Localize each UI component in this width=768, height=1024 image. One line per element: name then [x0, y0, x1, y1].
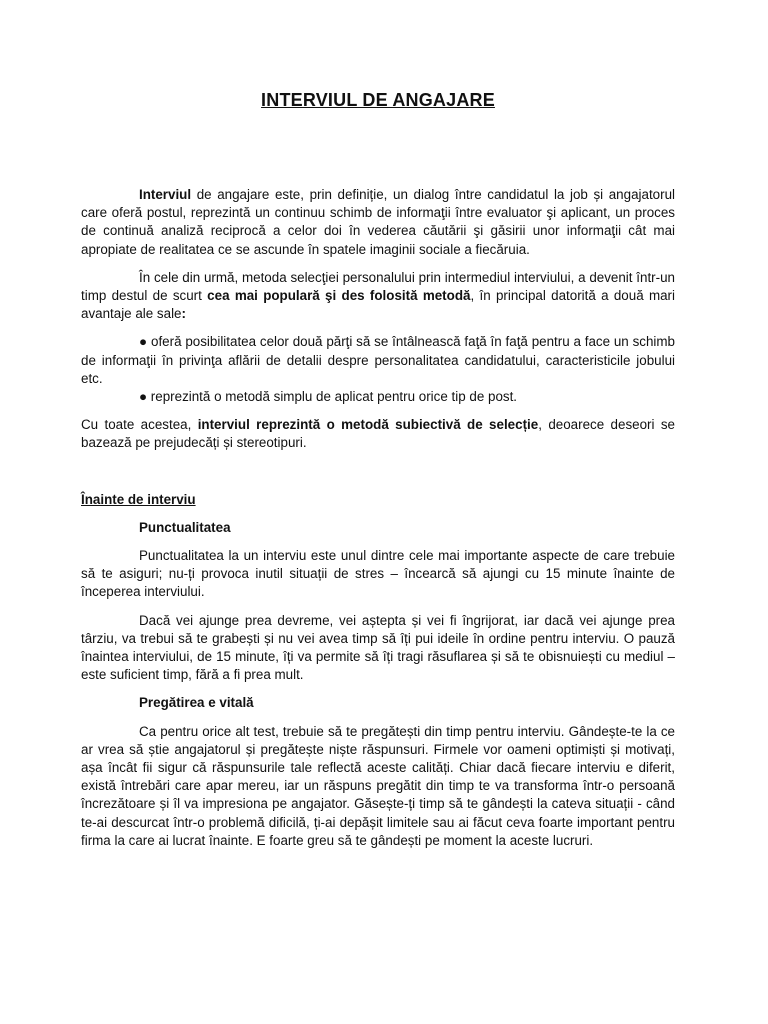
paragraph-intro — [81, 186, 675, 259]
selection-bold-b: : — [181, 306, 186, 322]
paragraph-preparation: Ca pentru orice alt test, trebuie să te pregătești din timp pentru interviu. Gândește-te la ce ar vrea să știe angajatorul și pregătește niște răspunsuri. Firmele vor oameni optimiști și motivați, așa încât fii sigur că răspunsurile tale reflectă aceste calități. Chiar dacă fiecare interviu e diferit, există întrebări care apar mereu, iar un răspuns pregătit din timp te va transforma într-o persoană încrezătoare și îl va impresiona pe angajator. Găsește-ți timp să te gândești la cateva situații - când te-ai descurcat într-o problemă dificilă, ți-ai depășit limitele sau ai făcut ceva foarte important pentru firma la care ai lucrat înainte. E foarte greu să te gândești pe moment la aceste lucruri. — [81, 723, 675, 848]
selection-text-b: , în principal datorită a două mari avantaje ale sale — [81, 288, 675, 322]
section-heading-before-interview: Înainte de interviu — [81, 491, 196, 507]
bullet-item-1: ● oferă posibilitatea celor două părţi să se întâlnească faţă în faţă pentru a face un schimb de informaţii în privinţa aflării de detalii despre personalitatea candidatului, caracteristicile jobului etc. — [81, 334, 675, 386]
intro-text: de angajare este, prin definiție, un dialog între candidatul la job și angajatorul care oferă postul, reprezintă un continuu schimb de informaţii între evaluator şi aplicant, un proces de continuă analiză reciprocă a celor doi în vederea căutării şi găsirii unor informaţii cât mai apropiate de realitatea ce se ascunde în spatele imaginii sociale a fiecăruia. — [81, 187, 675, 257]
subjective-bold: interviul reprezintă o metodă subiectivă de selecție — [197, 417, 539, 433]
subjective-text-a: Cu toate acestea, — [81, 417, 198, 433]
intro-bold-lead: Interviul — [139, 187, 192, 202]
subjective-text-b: , deoarece deseori se bazează pe prejudecăți și stereotipuri. — [81, 417, 675, 451]
bullet-item-2: ● reprezintă o metodă simplu de aplicat pentru orice tip de post. — [139, 389, 518, 405]
document-page — [81, 0, 675, 1024]
subheading-preparation: Pregătirea e vitală — [139, 695, 254, 711]
selection-bold-a: cea mai populară şi des folosită metodă — [207, 288, 471, 304]
document-body — [81, 186, 675, 860]
paragraph-arrival-time: Dacă vei ajunge prea devreme, vei aștepta și vei fi îngrijorat, iar dacă vei ajunge prea târziu, va trebui să te grabești și nu vei avea timp să îți pui ideile în ordine pentru interviu. O pauză înaintea interviului, de 15 minute, îți va permite să îți tragi răsuflarea și să te obisnuiești cu mediul – este suficient timp, fără a fi prea mult. — [81, 612, 675, 683]
paragraph-subjective — [81, 416, 675, 452]
selection-text-a: În cele din urmă, metoda selecţiei personalului prin intermediul interviului, a devenit într-un timp destul de scurt — [81, 269, 675, 304]
subheading-punctuality: Punctualitatea — [139, 519, 231, 535]
paragraph-punctuality: Punctualitatea la un interviu este unul dintre cele mai importante aspecte de care trebuie să te asiguri; nu-ți provoca inutil situații de stres – încearcă să ajungi cu 15 minute înainte de începerea interviului. — [81, 548, 675, 600]
paragraph-selection-method — [81, 269, 675, 324]
document-title: INTERVIUL DE ANGAJARE — [261, 90, 495, 110]
